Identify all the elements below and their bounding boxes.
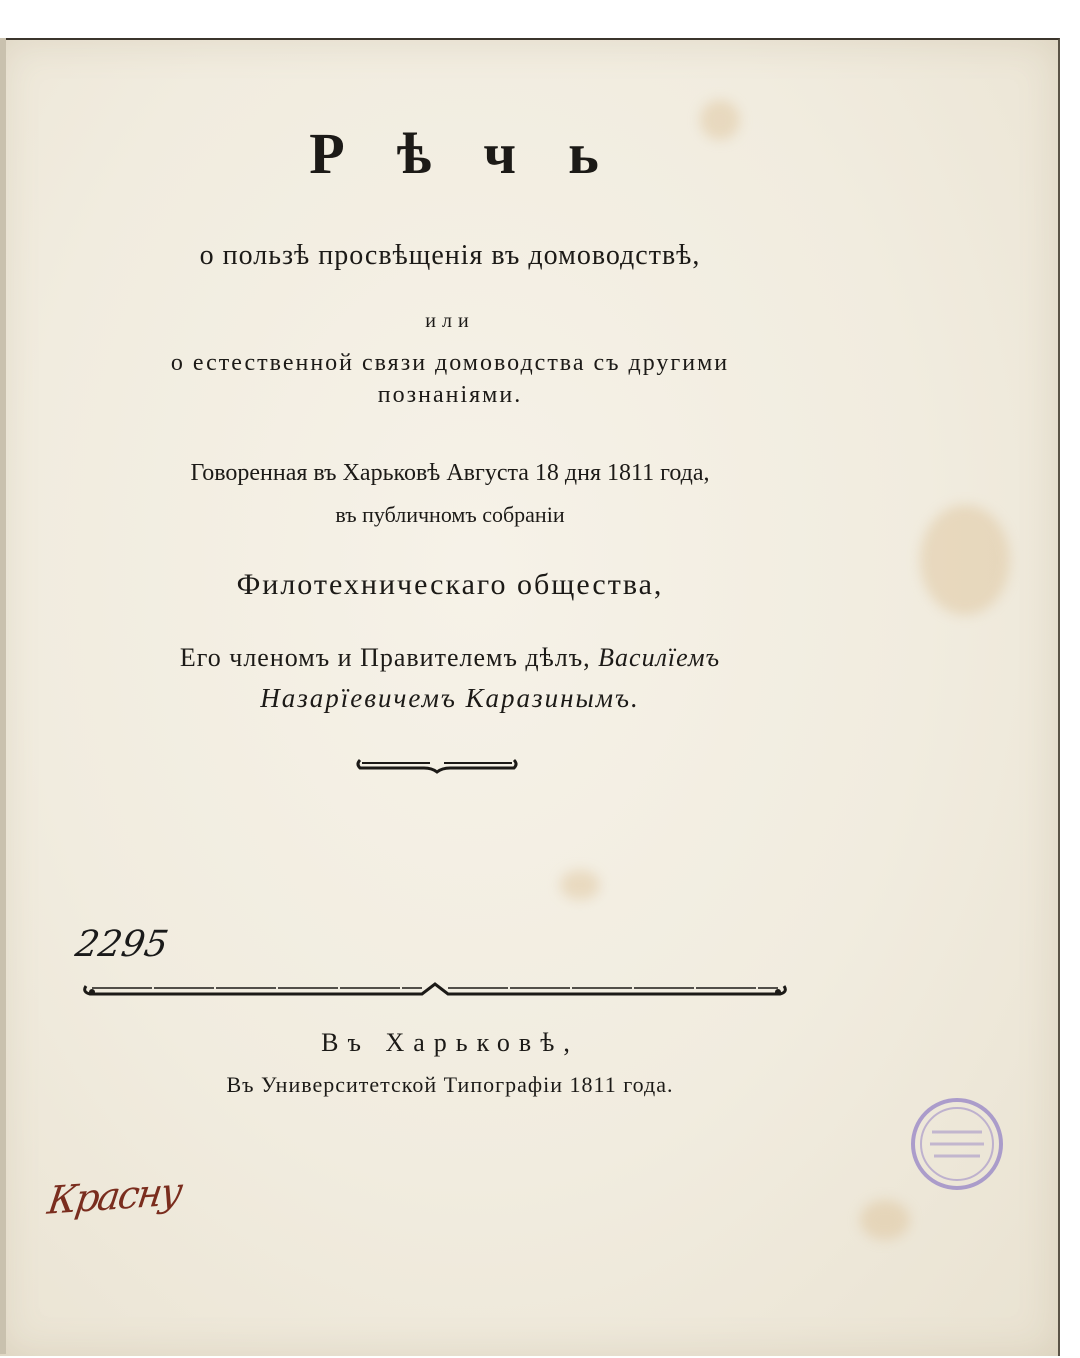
ornamental-rule-icon [82,974,788,1002]
author-name: Назарїевичемъ Каразинымъ. [260,683,640,713]
imprint-printer: Въ Университетской Типографіи 1811 года. [226,1072,674,1097]
subtitle-line: познаніями. [377,382,523,408]
foxing-stain [560,870,600,900]
foxing-stain [860,1200,910,1240]
imprint-city: Въ Харьковѣ, [321,1028,579,1057]
subtitle-line: о пользѣ просвѣщенія въ домоводствѣ, [199,240,701,271]
author-first-name: Василїемъ [598,643,721,672]
handwritten-signature: Красну [45,1169,184,1223]
page-title: Рѣчь [309,121,651,186]
society-name: Филотехническаго общества, [236,568,664,601]
venue-line: въ публичномъ собраніи [335,502,565,527]
author-prefix: Его членомъ и Правителемъ дѣлъ, [179,643,591,672]
library-stamp-icon [902,1092,1012,1202]
ornament-divider-icon [354,752,520,774]
subtitle-line: о естественной связи домоводства съ другими [170,350,730,376]
conjunction-text: или [425,310,475,332]
delivery-line: Говоренная въ Харьковѣ Августа 18 дня 1811 года, [190,460,710,486]
foxing-stain [920,505,1010,615]
author-line [0,643,900,673]
handwritten-number: 2295 [72,924,172,965]
